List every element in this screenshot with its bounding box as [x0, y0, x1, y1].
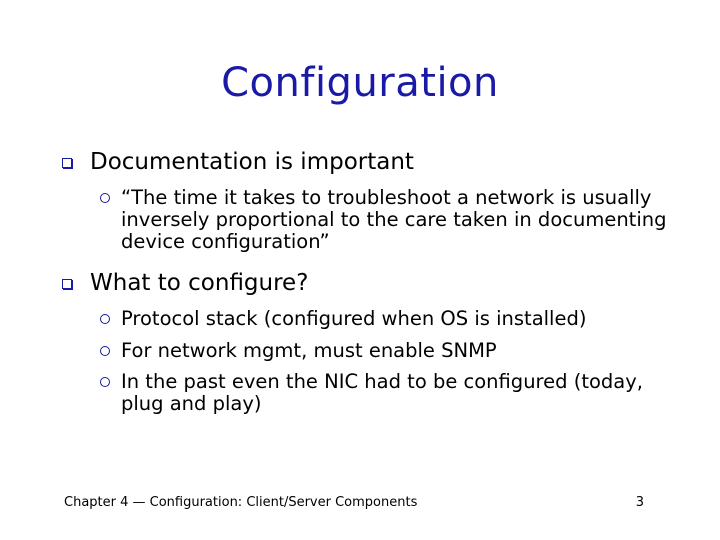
circle-bullet-icon: [100, 314, 110, 324]
sub-bullet-item: [100, 371, 681, 415]
circle-bullet-icon: [100, 346, 110, 356]
sub-bullet-text: For network mgmt, must enable SNMP: [121, 339, 497, 362]
sub-bullet-item: [100, 187, 681, 253]
circle-bullet-icon: [100, 193, 110, 203]
square-bullet-icon: [62, 279, 72, 289]
bullet-text: Documentation is important: [90, 149, 414, 175]
slide-title: Configuration: [221, 60, 499, 106]
square-bullet-icon: [62, 158, 72, 168]
sub-bullet-text: Protocol stack (configured when OS is installed): [121, 307, 587, 330]
sub-bullet-item: [100, 308, 701, 330]
sub-bullet-text: “The time it takes to troubleshoot a network is usually inversely proportional to the care taken in documenting device configuration”: [121, 186, 667, 253]
footer-chapter: Chapter 4 — Configuration: Client/Server Components: [64, 495, 418, 510]
sub-bullet-item: [100, 340, 701, 362]
bullet-item: [62, 268, 308, 298]
footer-page-number: 3: [635, 495, 644, 510]
sub-bullet-text: In the past even the NIC had to be configured (today, plug and play): [121, 370, 643, 415]
bullet-text: What to configure?: [90, 270, 309, 296]
bullet-item: [62, 147, 414, 177]
circle-bullet-icon: [100, 377, 110, 387]
